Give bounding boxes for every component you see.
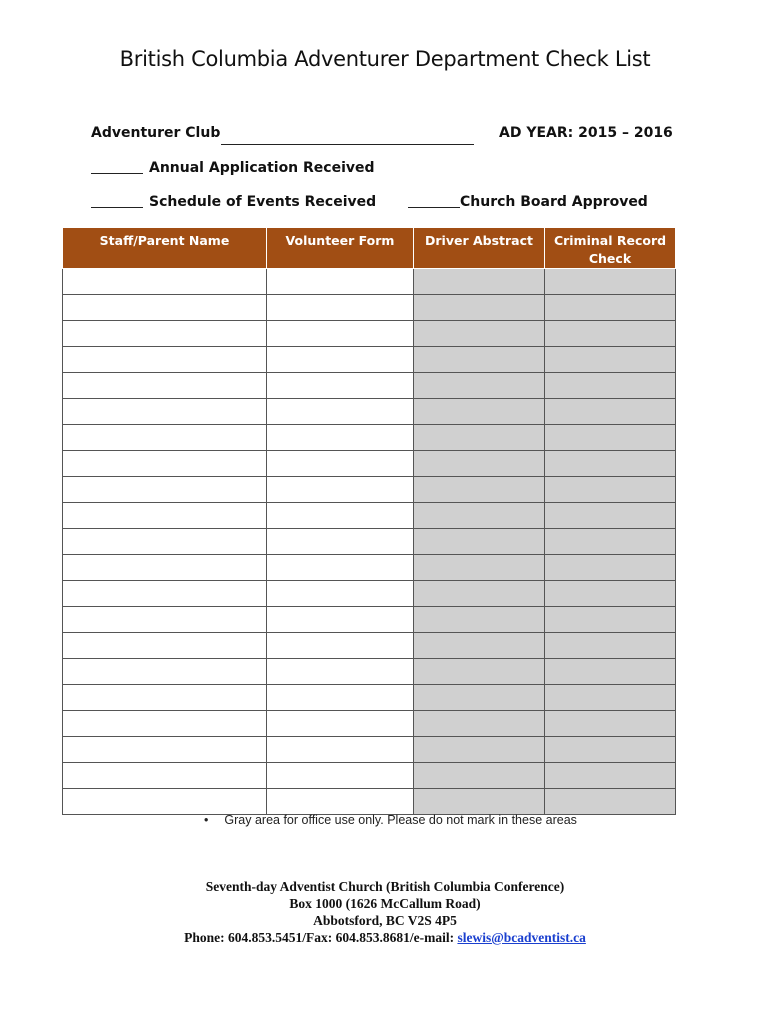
cell-volunteer-form[interactable] [267, 789, 414, 815]
table-row [63, 633, 676, 659]
cell-staff-name[interactable] [63, 659, 267, 685]
table-row [63, 607, 676, 633]
footer-email-link[interactable]: slewis@bcadventist.ca [457, 930, 586, 945]
church-board-blank[interactable] [408, 207, 460, 208]
cell-staff-name[interactable] [63, 321, 267, 347]
adventurer-club-input-line[interactable] [221, 144, 474, 145]
cell-driver-abstract [414, 581, 545, 607]
office-use-note [204, 813, 577, 827]
cell-criminal-record [545, 503, 676, 529]
page-title: British Columbia Adventurer Department Check List [119, 47, 651, 71]
bullet-icon: • [204, 813, 209, 827]
cell-driver-abstract [414, 711, 545, 737]
ad-year-label: AD YEAR: 2015 – 2016 [499, 125, 673, 141]
cell-criminal-record [545, 295, 676, 321]
cell-criminal-record [545, 711, 676, 737]
cell-driver-abstract [414, 633, 545, 659]
church-board-label: Church Board Approved [460, 194, 648, 210]
cell-driver-abstract [414, 425, 545, 451]
cell-volunteer-form[interactable] [267, 295, 414, 321]
cell-driver-abstract [414, 321, 545, 347]
cell-volunteer-form[interactable] [267, 477, 414, 503]
footer-contact [0, 929, 770, 946]
col-header-staff-name: Staff/Parent Name [63, 228, 267, 269]
cell-volunteer-form[interactable] [267, 503, 414, 529]
cell-staff-name[interactable] [63, 711, 267, 737]
table-row [63, 373, 676, 399]
cell-driver-abstract [414, 269, 545, 295]
table-row [63, 555, 676, 581]
cell-driver-abstract [414, 451, 545, 477]
cell-driver-abstract [414, 399, 545, 425]
cell-staff-name[interactable] [63, 763, 267, 789]
cell-volunteer-form[interactable] [267, 763, 414, 789]
cell-volunteer-form[interactable] [267, 711, 414, 737]
cell-staff-name[interactable] [63, 503, 267, 529]
cell-criminal-record [545, 451, 676, 477]
cell-volunteer-form[interactable] [267, 555, 414, 581]
table-row [63, 321, 676, 347]
cell-driver-abstract [414, 659, 545, 685]
cell-volunteer-form[interactable] [267, 581, 414, 607]
cell-criminal-record [545, 269, 676, 295]
cell-volunteer-form[interactable] [267, 633, 414, 659]
cell-volunteer-form[interactable] [267, 737, 414, 763]
cell-driver-abstract [414, 503, 545, 529]
cell-volunteer-form[interactable] [267, 659, 414, 685]
cell-volunteer-form[interactable] [267, 529, 414, 555]
schedule-events-blank[interactable] [91, 207, 143, 208]
cell-driver-abstract [414, 607, 545, 633]
annual-application-blank[interactable] [91, 173, 143, 174]
cell-volunteer-form[interactable] [267, 399, 414, 425]
cell-driver-abstract [414, 477, 545, 503]
footer-city: Abbotsford, BC V2S 4P5 [313, 913, 457, 928]
schedule-events-item [91, 194, 376, 210]
table-row [63, 685, 676, 711]
cell-volunteer-form[interactable] [267, 425, 414, 451]
footer-box: Box 1000 (1626 McCallum Road) [289, 896, 481, 911]
cell-criminal-record [545, 789, 676, 815]
cell-volunteer-form[interactable] [267, 321, 414, 347]
cell-staff-name[interactable] [63, 451, 267, 477]
table-row [63, 789, 676, 815]
cell-criminal-record [545, 321, 676, 347]
cell-driver-abstract [414, 529, 545, 555]
cell-volunteer-form[interactable] [267, 685, 414, 711]
table-row [63, 529, 676, 555]
cell-volunteer-form[interactable] [267, 607, 414, 633]
cell-staff-name[interactable] [63, 399, 267, 425]
cell-staff-name[interactable] [63, 737, 267, 763]
adventurer-club-label: Adventurer Club [91, 125, 221, 141]
cell-criminal-record [545, 763, 676, 789]
cell-driver-abstract [414, 763, 545, 789]
table-row [63, 399, 676, 425]
table-row [63, 295, 676, 321]
cell-criminal-record [545, 373, 676, 399]
cell-driver-abstract [414, 555, 545, 581]
church-board-item [408, 194, 648, 210]
table-body [63, 269, 676, 815]
annual-application-label: Annual Application Received [149, 160, 375, 176]
col-header-driver-abstract: Driver Abstract [414, 228, 545, 269]
cell-criminal-record [545, 399, 676, 425]
col-header-volunteer-form: Volunteer Form [267, 228, 414, 269]
schedule-events-label: Schedule of Events Received [149, 194, 377, 210]
cell-criminal-record [545, 581, 676, 607]
cell-criminal-record [545, 685, 676, 711]
cell-driver-abstract [414, 789, 545, 815]
cell-staff-name[interactable] [63, 607, 267, 633]
cell-staff-name[interactable] [63, 685, 267, 711]
cell-criminal-record [545, 555, 676, 581]
table-row [63, 503, 676, 529]
cell-staff-name[interactable] [63, 347, 267, 373]
cell-driver-abstract [414, 685, 545, 711]
cell-criminal-record [545, 529, 676, 555]
table-row [63, 763, 676, 789]
cell-criminal-record [545, 347, 676, 373]
cell-staff-name[interactable] [63, 633, 267, 659]
annual-application-item [91, 160, 375, 176]
footer-phone-fax: Phone: 604.853.5451/Fax: 604.853.8681/e-mail: [184, 930, 458, 945]
cell-staff-name[interactable] [63, 269, 267, 295]
cell-criminal-record [545, 607, 676, 633]
cell-staff-name[interactable] [63, 295, 267, 321]
cell-criminal-record [545, 737, 676, 763]
cell-volunteer-form[interactable] [267, 269, 414, 295]
table-row [63, 737, 676, 763]
table-row [63, 711, 676, 737]
table-row [63, 659, 676, 685]
table-row [63, 581, 676, 607]
cell-driver-abstract [414, 737, 545, 763]
cell-volunteer-form[interactable] [267, 451, 414, 477]
table-row [63, 425, 676, 451]
table-row [63, 269, 676, 295]
cell-staff-name[interactable] [63, 477, 267, 503]
cell-driver-abstract [414, 295, 545, 321]
office-use-note-text: Gray area for office use only. Please do not mark in these areas [224, 813, 577, 827]
cell-criminal-record [545, 477, 676, 503]
cell-staff-name[interactable] [63, 555, 267, 581]
cell-staff-name[interactable] [63, 373, 267, 399]
cell-driver-abstract [414, 373, 545, 399]
table-row [63, 451, 676, 477]
table-row [63, 477, 676, 503]
cell-volunteer-form[interactable] [267, 373, 414, 399]
cell-volunteer-form[interactable] [267, 347, 414, 373]
table-row [63, 347, 676, 373]
cell-staff-name[interactable] [63, 581, 267, 607]
staff-checklist-table [62, 227, 676, 815]
cell-criminal-record [545, 659, 676, 685]
cell-criminal-record [545, 633, 676, 659]
col-header-criminal-record: Criminal Record Check [545, 228, 676, 269]
cell-staff-name[interactable] [63, 529, 267, 555]
footer-address [0, 878, 770, 946]
footer-org-name: Seventh-day Adventist Church (British Columbia Conference) [205, 879, 565, 894]
cell-criminal-record [545, 425, 676, 451]
table-header-row [63, 228, 676, 269]
cell-staff-name[interactable] [63, 789, 267, 815]
cell-staff-name[interactable] [63, 425, 267, 451]
cell-driver-abstract [414, 347, 545, 373]
